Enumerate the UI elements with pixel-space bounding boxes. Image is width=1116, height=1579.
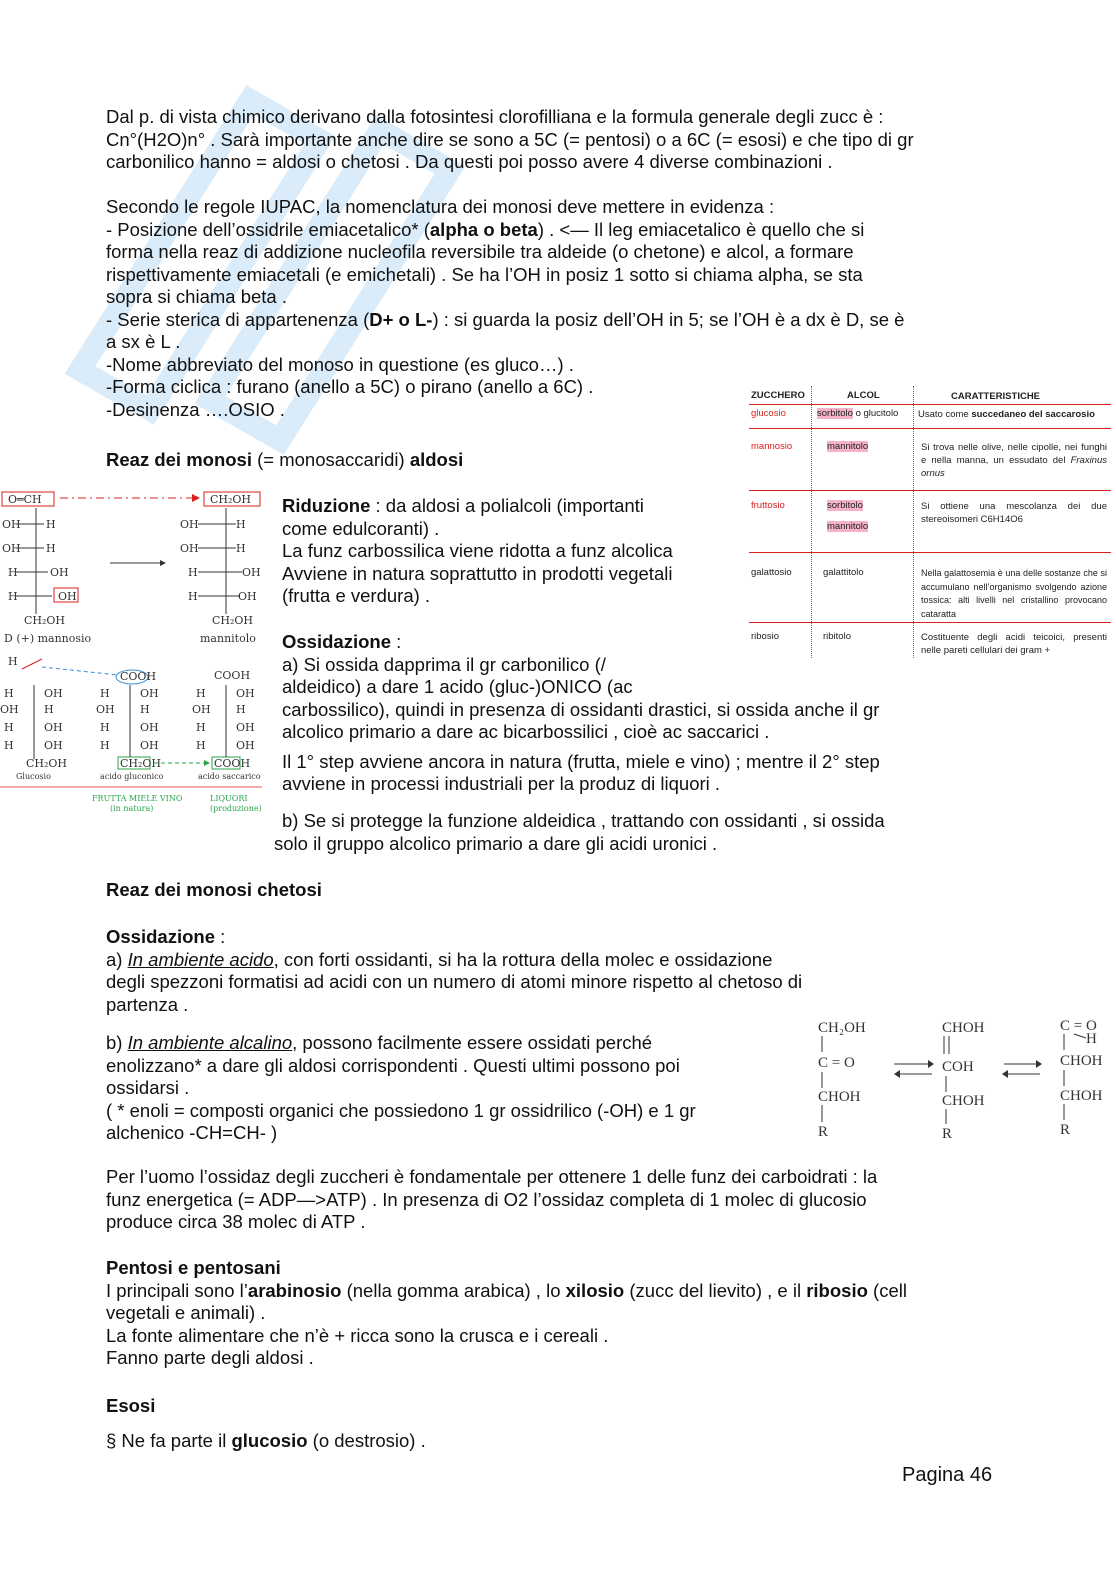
intro-line: carbonilico hanno = aldosi o chetosi . Da questi poi posso avere 4 diverse combinazioni .: [106, 151, 833, 172]
svg-text:H: H: [8, 590, 18, 603]
svg-text:H: H: [100, 687, 110, 700]
svg-text:CH₂OH: CH₂OH: [210, 493, 252, 506]
svg-text:CH₂OH: CH₂OH: [26, 757, 68, 770]
svg-text:OH: OH: [180, 518, 199, 531]
table-cell: mannitolo: [827, 521, 869, 532]
page-number: Pagina 46: [902, 1464, 993, 1486]
svg-text:OH: OH: [140, 721, 159, 734]
svg-text:H: H: [236, 542, 246, 555]
ossidazione-block: Ossidazione : a) Si ossida dapprima il gr carbonilico (/ aldeidico) a dare 1 acido (gluc-)ONICO (ac carbossilico), quindi in presenza di ossidanti drastici, si ossida anche il gr alcolico primario a dare ac bicarbossilici , cioè ac saccarici . Il 1° step avviene ancora in natura (frutta, miele e vino) ; mentre il 2° step avviene in processi industriali per la produz di liquori .: [282, 631, 880, 794]
iupac-line: Secondo le regole IUPAC, la nomenclatura dei monosi deve mettere in evidenza :: [106, 196, 775, 217]
enolization-figure: [812, 1012, 1112, 1142]
svg-text:CHOH: CHOH: [1060, 1088, 1103, 1104]
svg-text:H: H: [46, 518, 56, 531]
svg-text:H: H: [44, 703, 54, 716]
svg-text:CH₂OH: CH₂OH: [212, 614, 254, 627]
figure-label: acido saccarico: [198, 772, 261, 781]
figure-label: (produzione): [210, 804, 262, 813]
pentosi-section: Pentosi e pentosani I principali sono l’arabinosio (nella gomma arabica) , lo xilosio (zucc del lievito) , e il ribosio (cell vegetali e animali) . La fonte alimentare che n’è + ricca sono la crusca e i cereali . Fanno parte degli aldosi .: [106, 1257, 907, 1368]
chetosi-alcalino: b) In ambiente alcalino, possono facilmente essere ossidati perché enolizzano* a dare gli aldosi corrispondenti . Questi ultimi possono poi ossidarsi . ( * enoli = composti organici che possiedono 1 gr ossidrilico (-OH) e 1 gr alchenico -CH=CH- ): [106, 1032, 696, 1143]
svg-text:OH: OH: [44, 687, 63, 700]
svg-text:OH: OH: [50, 566, 69, 579]
section-title-esosi: Esosi: [106, 1395, 156, 1416]
reduction-figure: [0, 488, 270, 650]
svg-text:COOH: COOH: [214, 757, 251, 770]
figure-label: mannitolo: [200, 632, 256, 645]
svg-text:C = O: C = O: [1060, 1018, 1097, 1034]
svg-text:OH: OH: [58, 590, 77, 603]
table-cell: galattitolo: [823, 567, 864, 578]
svg-text:CH₂OH: CH₂OH: [24, 614, 66, 627]
table-header-cell: ALCOL: [847, 390, 880, 401]
riduzione-block: Riduzione : da aldosi a polialcoli (importanti come edulcoranti) . La funz carbossilica viene ridotta a funz alcolica Avviene in natura soprattutto in prodotti vegetali (frutta e verdura) .: [282, 495, 673, 606]
svg-text:H: H: [1086, 1031, 1097, 1047]
iupac-line: a sx è L .: [106, 331, 181, 352]
iupac-section: [106, 196, 1006, 421]
svg-text:H: H: [46, 542, 56, 555]
svg-text:R: R: [1060, 1122, 1071, 1138]
svg-text:OH: OH: [236, 721, 255, 734]
svg-text:H: H: [236, 703, 246, 716]
svg-text:CHOH: CHOH: [818, 1089, 861, 1105]
table-cell: glucosio: [751, 408, 786, 419]
iupac-line: rispettivamente emiacetali (e emichetali) . Se ha l’OH in posiz 1 sotto si chiama alpha, se sta: [106, 263, 863, 285]
iupac-line: -Nome abbreviato del monoso in questione (es gluco…) .: [106, 353, 574, 375]
svg-text:H: H: [4, 739, 14, 752]
section-title-pentosi: Pentosi e pentosani: [106, 1257, 281, 1278]
svg-text:H: H: [100, 739, 110, 752]
svg-text:H: H: [100, 721, 110, 734]
table-cell: sorbitolo: [817, 408, 853, 419]
svg-text:OH: OH: [96, 703, 115, 716]
table-cell: mannosio: [751, 441, 793, 452]
table-cell: galattosio: [751, 567, 792, 578]
table-cell: Usato come succedaneo del saccarosio: [918, 409, 1095, 420]
svg-text:H: H: [140, 703, 150, 716]
ossidazione-b: b) Se si protegge la funzione aldeidica , trattando con ossidanti , si ossida solo il gruppo alcolico primario a dare gli acidi uronici .: [274, 810, 885, 854]
chetosi-ossidazione: Ossidazione : a) In ambiente acido, con forti ossidanti, si ha la rottura della molec e ossidazione degli spezzoni formatisi ad acidi con un numero di atomi minore rispetto al chetoso di partenza .: [106, 926, 803, 1015]
svg-text:OH: OH: [2, 542, 21, 555]
svg-text:OH: OH: [0, 703, 19, 716]
svg-text:OH: OH: [140, 687, 159, 700]
svg-text:CHOH: CHOH: [1060, 1053, 1103, 1069]
table-cell: Costituente degli acidi teicoici, presenti nelle pareti cellulari dei gram +: [921, 632, 1107, 656]
section-title-chetosi: Reaz dei monosi chetosi: [106, 879, 322, 900]
figure-label: acido gluconico: [100, 772, 164, 781]
svg-text:CHOH: CHOH: [942, 1020, 985, 1036]
svg-text:H: H: [188, 590, 198, 603]
table-cell: Si ottiene una mescolanza dei due stereoisomeri C6H14O6: [921, 501, 1107, 525]
table-cell: sorbitolo: [827, 500, 863, 511]
svg-text:OH: OH: [192, 703, 211, 716]
svg-text:OH: OH: [180, 542, 199, 555]
svg-text:OH: OH: [140, 739, 159, 752]
iupac-line: sopra si chiama beta .: [106, 286, 287, 307]
svg-text:H: H: [196, 721, 206, 734]
table-cell: Si trova nelle olive, nelle cipolle, nei funghi e nella manna, un essudato del Fraxinus ornus: [921, 442, 1107, 479]
table-cell: ribosio: [751, 631, 779, 642]
svg-text:OH: OH: [238, 590, 257, 603]
svg-text:CHOH: CHOH: [942, 1093, 985, 1109]
svg-text:O═CH: O═CH: [8, 493, 42, 506]
svg-text:OH: OH: [236, 687, 255, 700]
svg-text:H: H: [4, 721, 14, 734]
figure-label: Glucosio: [16, 772, 51, 781]
svg-text:CH₂OH: CH₂OH: [818, 1020, 866, 1036]
svg-text:H: H: [8, 566, 18, 579]
svg-text:OH: OH: [44, 721, 63, 734]
table-header-cell: CARATTERISTICHE: [951, 391, 1041, 402]
iupac-line: -Forma ciclica : furano (anello a 5C) o pirano (anello a 6C) .: [106, 376, 594, 397]
svg-text:H: H: [196, 739, 206, 752]
table-cell: mannitolo: [827, 441, 869, 452]
svg-text:OH: OH: [2, 518, 21, 531]
svg-text:H: H: [196, 687, 206, 700]
figure-label: (in natura): [110, 804, 154, 813]
figure-label: FRUTTA MIELE VINO: [92, 794, 183, 803]
figure-label: D (+) mannosio: [4, 632, 92, 645]
svg-text:OH: OH: [44, 739, 63, 752]
svg-text:OH: OH: [236, 739, 255, 752]
svg-text:H: H: [4, 687, 14, 700]
section-title-aldosi: Reaz dei monosi (= monosaccaridi) aldosi: [106, 449, 464, 470]
table-header-cell: ZUCCHERO: [751, 390, 805, 401]
table-cell: Nella galattosemia è una delle sostanze che si accumulano nell’organismo svolgendo azione tossica: alti livelli nel cristallino provocano cataratta: [921, 568, 1107, 619]
iupac-line: forma nella reaz di addizione nucleofila reversibile tra aldeide (o chetone) e alcol, a formare: [106, 241, 854, 262]
svg-text:OH: OH: [242, 566, 261, 579]
intro-paragraph: [106, 106, 1006, 174]
svg-text:R: R: [818, 1124, 829, 1140]
table-cell: o glucitolo: [855, 408, 899, 419]
svg-text:CH₂OH: CH₂OH: [120, 757, 162, 770]
energy-paragraph: Per l’uomo l’ossidaz degli zuccheri è fondamentale per ottenere 1 delle funz dei carboidrati : la funz energetica (= ADP—>ATP) . In presenza di O2 l’ossidaz completa di 1 molec di glucosio produce circa 38 molec di ATP .: [106, 1166, 878, 1232]
oxidation-figure: [0, 655, 270, 817]
svg-text:C = O: C = O: [818, 1055, 855, 1071]
iupac-line: - Posizione dell’ossidrile emiacetalico* (alpha o beta) . <— Il leg emiacetalico è quello che si: [106, 218, 865, 240]
intro-line: Dal p. di vista chimico derivano dalla fotosintesi clorofilliana e la formula generale degli zucc è :: [106, 106, 884, 127]
svg-text:COOH: COOH: [120, 670, 157, 683]
intro-line: Cn°(H2O)n° . Sarà importante anche dire se sono a 5C (= pentosi) o a 6C (= esosi) e che tipo di gr: [106, 128, 914, 150]
table-cell: ribitolo: [823, 631, 851, 642]
svg-text:COH: COH: [942, 1059, 974, 1075]
iupac-line: -Desinenza ….OSIO .: [106, 398, 285, 420]
esosi-section: Esosi § Ne fa parte il glucosio (o destrosio) .: [106, 1395, 426, 1451]
figure-label: LIQUORI: [210, 794, 248, 803]
svg-text:H: H: [8, 655, 18, 668]
svg-text:H: H: [188, 566, 198, 579]
iupac-line: - Serie sterica di appartenenza (D+ o L-) : si guarda la posiz dell’OH in 5; se l’OH è a dx è D, se è: [106, 308, 905, 330]
svg-text:H: H: [236, 518, 246, 531]
svg-text:COOH: COOH: [214, 669, 251, 682]
svg-text:R: R: [942, 1126, 953, 1142]
table-cell: fruttosio: [751, 500, 785, 511]
